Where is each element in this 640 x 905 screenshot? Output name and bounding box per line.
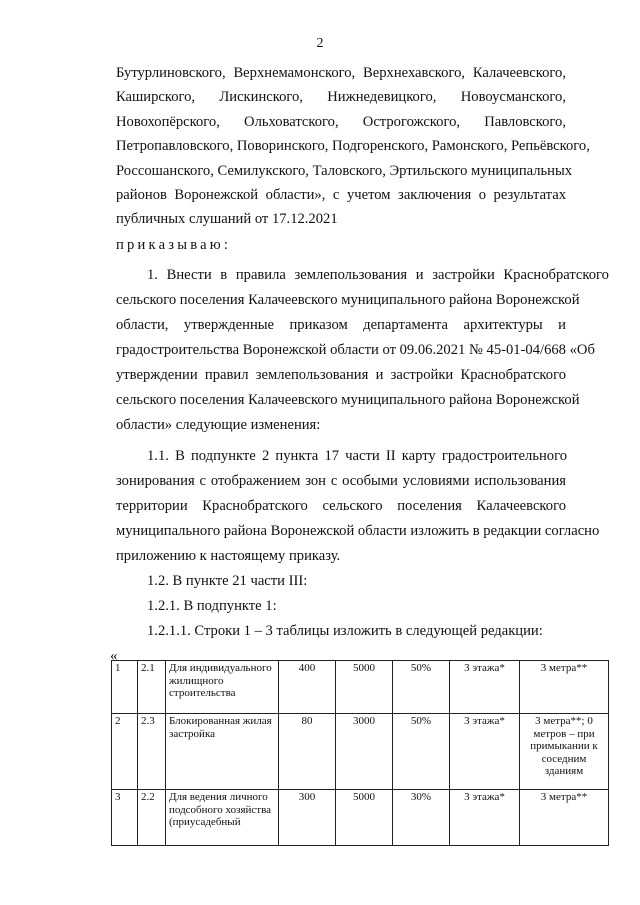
table-cell: 300 bbox=[279, 790, 336, 846]
text-line: приложению к настоящему приказу. bbox=[116, 548, 341, 564]
table-row bbox=[112, 661, 609, 714]
table-row bbox=[112, 714, 609, 790]
text-line: Новохопёрского, Ольховатского, Острогожского, Павловского, bbox=[116, 114, 566, 130]
text-line: муниципального района Воронежской области изложить в редакции согласно bbox=[116, 523, 600, 539]
table-cell: 3 метра**; 0 метров – при примыкании к соседним зданиям bbox=[520, 714, 609, 790]
table-cell: 3 этажа* bbox=[450, 661, 520, 714]
table-cell: 2.2 bbox=[138, 790, 166, 846]
text-line: 1. Внести в правила землепользования и застройки Краснобратского bbox=[147, 267, 609, 283]
table-cell: 3 метра** bbox=[520, 661, 609, 714]
text-line: Каширского, Лискинского, Нижнедевицкого, Новоусманского, bbox=[116, 89, 566, 105]
text-line: Россошанского, Семилукского, Таловского, Эртильского муниципальных bbox=[116, 163, 573, 179]
table-row bbox=[112, 790, 609, 846]
table-cell: 3 этажа* bbox=[450, 790, 520, 846]
text-line: 1.2.1. В подпункте 1: bbox=[147, 598, 277, 614]
table-cell: 2.3 bbox=[138, 714, 166, 790]
text-line: Петропавловского, Поворинского, Подгоренского, Рамонского, Репьёвского, bbox=[116, 138, 590, 154]
table-cell: 2.1 bbox=[138, 661, 166, 714]
text-line: 1.1. В подпункте 2 пункта 17 части II карту градостроительного bbox=[147, 448, 567, 464]
table-cell: 3 этажа* bbox=[450, 714, 520, 790]
table-cell: 5000 bbox=[336, 661, 393, 714]
table-cell: 50% bbox=[393, 714, 450, 790]
parameters-table bbox=[111, 660, 609, 846]
table-cell: Для ведения личного подсобного хозяйства (приусадебный bbox=[166, 790, 279, 846]
text-line: области, утвержденные приказом департамента архитектуры и bbox=[116, 317, 566, 333]
text-line: территории Краснобратского сельского поселения Калачеевского bbox=[116, 498, 566, 514]
table-cell: 50% bbox=[393, 661, 450, 714]
text-line: публичных слушаний от 17.12.2021 bbox=[116, 211, 338, 227]
table-cell: 30% bbox=[393, 790, 450, 846]
text-line: области» следующие изменения: bbox=[116, 417, 321, 433]
quote-mark: « bbox=[110, 648, 118, 664]
text-line: 1.2.1.1. Строки 1 – 3 таблицы изложить в следующей редакции: bbox=[147, 623, 543, 639]
table-cell: 2 bbox=[112, 714, 138, 790]
table-cell: Блокированная жилая застройка bbox=[166, 714, 279, 790]
table-cell: Для индивидуального жилищного строительства bbox=[166, 661, 279, 714]
text-line: 1.2. В пункте 21 части III: bbox=[147, 573, 308, 589]
table-cell: 3 метра** bbox=[520, 790, 609, 846]
table-cell: 1 bbox=[112, 661, 138, 714]
order-word: приказываю: bbox=[116, 237, 232, 253]
text-line: сельского поселения Калачеевского муниципального района Воронежской bbox=[116, 392, 580, 408]
text-line: районов Воронежской области», с учетом заключения о результатах bbox=[116, 187, 566, 203]
text-line: градостроительства Воронежской области от 09.06.2021 № 45-01-04/668 «Об bbox=[116, 342, 595, 358]
text-line: зонирования с отображением зон с особыми условиями использования bbox=[116, 473, 566, 489]
table-cell: 3 bbox=[112, 790, 138, 846]
table-cell: 3000 bbox=[336, 714, 393, 790]
table-cell: 400 bbox=[279, 661, 336, 714]
table-cell: 80 bbox=[279, 714, 336, 790]
table-cell: 5000 bbox=[336, 790, 393, 846]
text-line: сельского поселения Калачеевского муниципального района Воронежской bbox=[116, 292, 580, 308]
page-number: 2 bbox=[316, 36, 324, 51]
text-line: утверждении правил землепользования и застройки Краснобратского bbox=[116, 367, 566, 383]
text-line: Бутурлиновского, Верхнемамонского, Верхнехавского, Калачеевского, bbox=[116, 65, 566, 81]
